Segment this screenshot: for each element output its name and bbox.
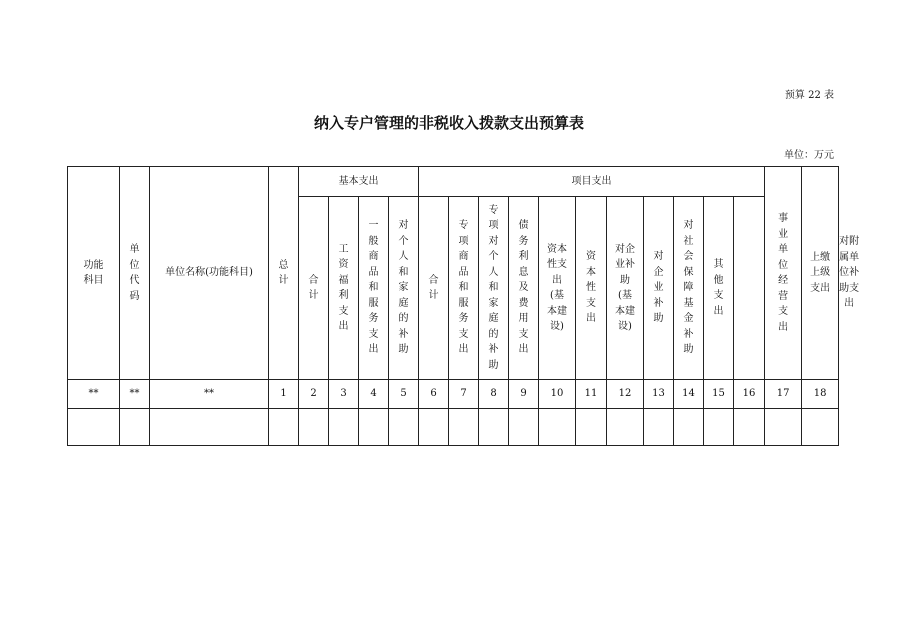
data-cell — [509, 409, 539, 446]
header-other: 其他支出 — [704, 197, 734, 380]
index-cell: 10 — [539, 380, 576, 409]
data-cell — [68, 409, 120, 446]
header-upper: 上缴上级支出 — [802, 167, 839, 380]
index-cell: 12 — [607, 380, 644, 409]
data-cell — [765, 409, 802, 446]
data-cell — [329, 409, 359, 446]
header-special-family: 专项对个人和家庭的补助 — [479, 197, 509, 380]
header-capital: 资本性支出 — [576, 197, 607, 380]
index-cell: 3 — [329, 380, 359, 409]
data-cell — [150, 409, 269, 446]
index-cell: 15 — [704, 380, 734, 409]
header-unit-code: 单位代码 — [120, 167, 150, 380]
data-cell — [419, 409, 449, 446]
data-cell — [674, 409, 704, 446]
data-cell — [704, 409, 734, 446]
index-cell: 9 — [509, 380, 539, 409]
header-project: 项目支出 — [419, 167, 765, 197]
index-cell: 5 — [389, 380, 419, 409]
data-cell — [269, 409, 299, 446]
header-debt: 债务利息及费用支出 — [509, 197, 539, 380]
form-number: 预算 22 表 — [784, 90, 834, 101]
header-social-security: 对社会保障基金补助 — [674, 197, 704, 380]
index-cell: 8 — [479, 380, 509, 409]
header-wage: 工资福利支出 — [329, 197, 359, 380]
data-cell — [539, 409, 576, 446]
data-cell — [607, 409, 644, 446]
index-cell: 14 — [674, 380, 704, 409]
data-cell — [576, 409, 607, 446]
budget-table: 功能科目 单位代码 单位名称(功能科目) 总计 基本支出 项目支出 事业单位经营支出 上缴上级支出 对附属单位补助支出 合计 工资福利支出 一般商品和服务支出 对个人和家庭的补助 合计 专项商品和服务支出 专项对个人和家庭的补助 债务利息及费用支出 资本性支出(基本建设) 资本性支出 对企业补助(基本建设) 对企业补助 对社会保障基金补助 其他支出 ** ** ** 1 2 3 4 5 6 7 8 9 10 11 12 13 14 15 16 17 18 — [67, 166, 839, 446]
index-cell: ** — [150, 380, 269, 409]
index-cell: ** — [68, 380, 120, 409]
header-capital-base: 资本性支出(基本建设) — [539, 197, 576, 380]
header-unit-name: 单位名称(功能科目) — [150, 167, 269, 380]
data-cell — [479, 409, 509, 446]
data-cell — [299, 409, 329, 446]
data-cell — [359, 409, 389, 446]
data-cell — [644, 409, 674, 446]
data-cell — [120, 409, 150, 446]
index-cell: 2 — [299, 380, 329, 409]
header-func-subject: 功能科目 — [68, 167, 120, 380]
index-cell: 11 — [576, 380, 607, 409]
table-row — [68, 409, 839, 446]
index-cell: 17 — [765, 380, 802, 409]
header-ent-subsidy: 对企业补助 — [644, 197, 674, 380]
index-cell: 6 — [419, 380, 449, 409]
header-family-subsidy: 对个人和家庭的补助 — [389, 197, 419, 380]
index-cell: 7 — [449, 380, 479, 409]
index-cell: 16 — [734, 380, 765, 409]
data-cell — [734, 409, 765, 446]
header-basic: 基本支出 — [299, 167, 419, 197]
header-project-subtotal: 合计 — [419, 197, 449, 380]
unit-label: 单位：万元 — [784, 150, 834, 161]
data-cell — [389, 409, 419, 446]
header-special-goods: 专项商品和服务支出 — [449, 197, 479, 380]
index-cell: 4 — [359, 380, 389, 409]
index-cell: ** — [120, 380, 150, 409]
index-cell: 1 — [269, 380, 299, 409]
page-title: 纳入专户管理的非税收入拨款支出预算表 — [313, 114, 584, 132]
header-goods: 一般商品和服务支出 — [359, 197, 389, 380]
data-cell — [802, 409, 839, 446]
header-business: 事业单位经营支出 — [765, 167, 802, 380]
header-total: 总计 — [269, 167, 299, 380]
index-cell: 18 — [802, 380, 839, 409]
header-basic-subtotal: 合计 — [299, 197, 329, 380]
data-cell — [449, 409, 479, 446]
header-ent-subsidy-base: 对企业补助(基本建设) — [607, 197, 644, 380]
index-cell: 13 — [644, 380, 674, 409]
